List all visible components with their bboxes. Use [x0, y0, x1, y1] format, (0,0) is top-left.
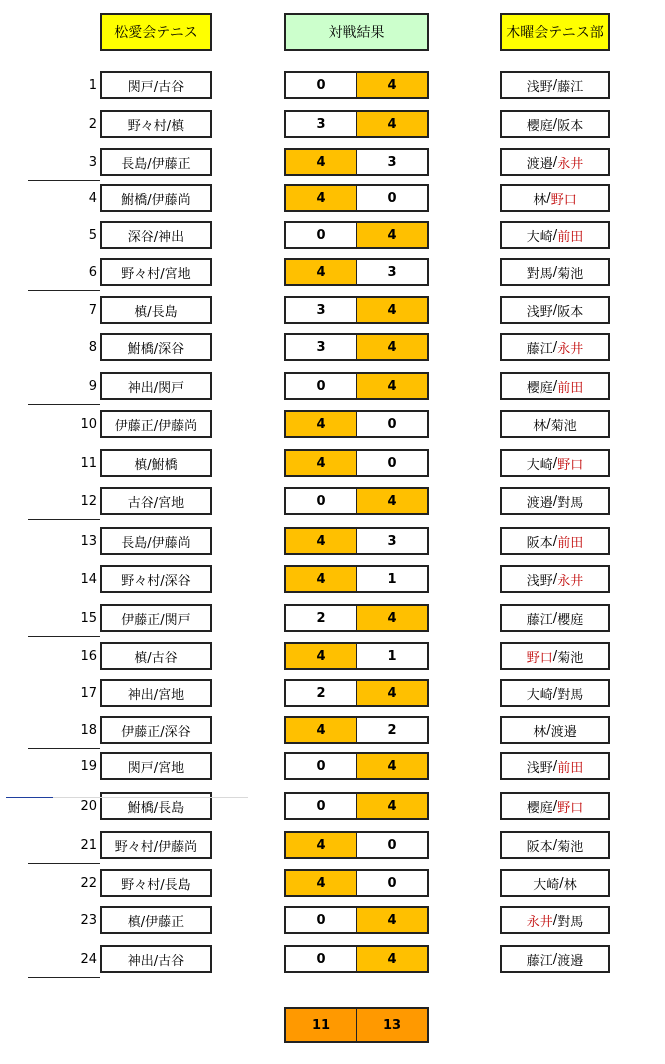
match-number: 6 — [88, 265, 97, 280]
player-name: 藤江 — [526, 612, 553, 628]
score-left: 4 — [286, 644, 357, 668]
player-name: 藤江 — [557, 79, 584, 95]
match-number: 15 — [80, 611, 97, 626]
player-name: 對馬 — [557, 495, 584, 511]
score-left: 2 — [286, 606, 357, 630]
player-name: 大崎 — [526, 457, 553, 473]
right-pair — [500, 869, 610, 897]
name-separator: / — [552, 378, 558, 394]
match-number: 9 — [88, 379, 97, 394]
right-pair — [500, 487, 610, 515]
player-name: 櫻庭 — [526, 800, 553, 816]
group-divider — [28, 404, 100, 405]
score-right: 4 — [357, 794, 427, 818]
match-number: 2 — [88, 117, 97, 132]
right-pair — [500, 527, 610, 555]
stray-blue-line — [6, 797, 53, 798]
player-name: 野口 — [550, 192, 577, 208]
name-separator: / — [552, 837, 558, 853]
left-pair: 関戸/古谷 — [100, 71, 212, 99]
match-number: 17 — [80, 686, 97, 701]
name-separator: / — [552, 154, 558, 170]
group-divider — [28, 290, 100, 291]
name-separator: / — [552, 116, 558, 132]
score-right: 4 — [357, 73, 427, 97]
score-cell — [284, 258, 429, 286]
score-left: 0 — [286, 754, 357, 778]
player-name: 阪本 — [526, 535, 553, 551]
right-pair — [500, 296, 610, 324]
player-name: 櫻庭 — [526, 380, 553, 396]
right-pair — [500, 148, 610, 176]
name-separator: / — [552, 798, 558, 814]
score-left: 3 — [286, 112, 357, 136]
name-separator: / — [552, 571, 558, 587]
score-cell — [284, 527, 429, 555]
player-name: 阪本 — [526, 839, 553, 855]
score-left: 4 — [286, 412, 357, 436]
right-pair — [500, 410, 610, 438]
score-right: 3 — [357, 529, 427, 553]
group-divider — [28, 636, 100, 637]
player-name: 林 — [533, 192, 547, 208]
right-pair — [500, 945, 610, 973]
right-pair — [500, 110, 610, 138]
left-pair: 野々村/深谷 — [100, 565, 212, 593]
stray-grey-line — [53, 797, 248, 798]
left-pair: 長島/伊藤正 — [100, 148, 212, 176]
player-name: 大崎 — [526, 229, 553, 245]
score-left: 4 — [286, 260, 357, 284]
name-separator: / — [552, 610, 558, 626]
right-pair — [500, 716, 610, 744]
match-number: 20 — [80, 799, 97, 814]
player-name: 浅野 — [526, 79, 553, 95]
name-separator: / — [552, 493, 558, 509]
right-pair — [500, 831, 610, 859]
right-pair — [500, 258, 610, 286]
score-left: 0 — [286, 223, 357, 247]
score-right: 4 — [357, 606, 427, 630]
name-separator: / — [546, 190, 551, 206]
player-name: 菊池 — [557, 650, 584, 666]
right-pair — [500, 333, 610, 361]
match-number: 21 — [80, 838, 97, 853]
name-separator: / — [552, 455, 558, 471]
left-pair: 鮒橋/伊藤尚 — [100, 184, 212, 212]
match-number: 23 — [80, 913, 97, 928]
left-pair: 伊藤正/関戸 — [100, 604, 212, 632]
score-right: 4 — [357, 681, 427, 705]
right-pair — [500, 449, 610, 477]
match-number: 24 — [80, 952, 97, 967]
group-divider — [28, 863, 100, 864]
match-number: 7 — [88, 303, 97, 318]
name-separator: / — [552, 264, 558, 280]
player-name: 浅野 — [526, 760, 553, 776]
score-right: 4 — [357, 908, 427, 932]
match-number: 11 — [80, 456, 97, 471]
score-left: 0 — [286, 73, 357, 97]
left-pair: 神出/古谷 — [100, 945, 212, 973]
score-left: 4 — [286, 529, 357, 553]
name-separator: / — [552, 302, 558, 318]
score-cell — [284, 752, 429, 780]
left-pair: 伊藤正/伊藤尚 — [100, 410, 212, 438]
player-name: 對馬 — [557, 687, 584, 703]
match-number: 10 — [80, 417, 97, 432]
score-left: 0 — [286, 794, 357, 818]
score-cell — [284, 869, 429, 897]
player-name: 菊池 — [557, 266, 584, 282]
score-right: 1 — [357, 644, 427, 668]
score-cell — [284, 449, 429, 477]
score-left: 4 — [286, 871, 357, 895]
score-cell — [284, 565, 429, 593]
player-name: 阪本 — [557, 118, 584, 134]
right-pair — [500, 792, 610, 820]
player-name: 前田 — [557, 380, 584, 396]
match-number: 5 — [88, 228, 97, 243]
score-left: 4 — [286, 718, 357, 742]
left-pair: 神出/関戸 — [100, 372, 212, 400]
score-right: 0 — [357, 412, 427, 436]
score-cell — [284, 716, 429, 744]
score-cell — [284, 184, 429, 212]
name-separator: / — [552, 912, 558, 928]
match-number: 12 — [80, 494, 97, 509]
score-right: 3 — [357, 260, 427, 284]
player-name: 對馬 — [557, 914, 584, 930]
player-name: 永井 — [557, 156, 584, 172]
team-right-header: 木曜会テニス部 — [500, 13, 610, 51]
right-pair — [500, 71, 610, 99]
left-pair: 野々村/伊藤尚 — [100, 831, 212, 859]
score-right: 4 — [357, 489, 427, 513]
left-pair: 長島/伊藤尚 — [100, 527, 212, 555]
score-left: 3 — [286, 298, 357, 322]
score-cell — [284, 148, 429, 176]
score-right: 2 — [357, 718, 427, 742]
score-right: 4 — [357, 947, 427, 971]
player-name: 野口 — [557, 457, 584, 473]
score-cell — [284, 221, 429, 249]
match-number: 19 — [80, 759, 97, 774]
left-pair: 野々村/宮地 — [100, 258, 212, 286]
score-right: 4 — [357, 298, 427, 322]
score-left: 4 — [286, 833, 357, 857]
player-name: 永井 — [526, 914, 553, 930]
score-cell — [284, 487, 429, 515]
right-pair — [500, 184, 610, 212]
score-right: 4 — [357, 112, 427, 136]
player-name: 阪本 — [557, 304, 584, 320]
left-pair: 神出/宮地 — [100, 679, 212, 707]
player-name: 野口 — [557, 800, 584, 816]
score-right: 0 — [357, 833, 427, 857]
score-cell — [284, 372, 429, 400]
group-divider — [28, 748, 100, 749]
group-divider — [28, 180, 100, 181]
right-pair — [500, 642, 610, 670]
player-name: 對馬 — [526, 266, 553, 282]
total-right: 13 — [382, 1017, 402, 1033]
name-separator: / — [552, 77, 558, 93]
right-pair — [500, 906, 610, 934]
match-number: 3 — [88, 155, 97, 170]
left-pair: 深谷/神出 — [100, 221, 212, 249]
player-name: 永井 — [557, 341, 584, 357]
score-right: 0 — [357, 871, 427, 895]
group-divider — [28, 977, 100, 978]
name-separator: / — [546, 416, 551, 432]
player-name: 渡邉 — [550, 724, 577, 740]
score-right: 4 — [357, 754, 427, 778]
match-number: 13 — [80, 534, 97, 549]
match-number: 16 — [80, 649, 97, 664]
player-name: 渡邉 — [526, 156, 553, 172]
right-pair — [500, 604, 610, 632]
left-pair: 鮒橋/長島 — [100, 792, 212, 820]
score-cell — [284, 333, 429, 361]
left-pair: 槙/長島 — [100, 296, 212, 324]
score-cell — [284, 906, 429, 934]
score-left: 0 — [286, 947, 357, 971]
name-separator: / — [552, 339, 558, 355]
player-name: 渡邉 — [557, 953, 584, 969]
right-pair — [500, 372, 610, 400]
team-left-header: 松愛会テニス — [100, 13, 212, 51]
player-name: 菊池 — [550, 418, 577, 434]
score-cell — [284, 831, 429, 859]
score-left: 0 — [286, 908, 357, 932]
match-number: 18 — [80, 723, 97, 738]
score-cell — [284, 71, 429, 99]
score-cell — [284, 679, 429, 707]
left-pair: 古谷/宮地 — [100, 487, 212, 515]
score-cell — [284, 110, 429, 138]
left-pair: 槙/伊藤正 — [100, 906, 212, 934]
player-name: 林 — [563, 877, 577, 893]
left-pair: 伊藤正/深谷 — [100, 716, 212, 744]
score-cell — [284, 410, 429, 438]
player-name: 前田 — [557, 760, 584, 776]
left-pair: 槙/鮒橋 — [100, 449, 212, 477]
score-left: 0 — [286, 374, 357, 398]
player-name: 大崎 — [526, 687, 553, 703]
player-name: 大崎 — [533, 877, 560, 893]
player-name: 永井 — [557, 573, 584, 589]
score-right: 4 — [357, 335, 427, 359]
match-number: 14 — [80, 572, 97, 587]
left-pair: 鮒橋/深谷 — [100, 333, 212, 361]
score-cell — [284, 642, 429, 670]
player-name: 藤江 — [526, 341, 553, 357]
player-name: 浅野 — [526, 573, 553, 589]
result-header: 対戦結果 — [284, 13, 429, 51]
score-left: 4 — [286, 186, 357, 210]
match-number: 1 — [88, 78, 97, 93]
player-name: 櫻庭 — [557, 612, 584, 628]
player-name: 前田 — [557, 229, 584, 245]
total-score — [284, 1007, 429, 1043]
score-left: 2 — [286, 681, 357, 705]
score-cell — [284, 296, 429, 324]
player-name: 浅野 — [526, 304, 553, 320]
score-cell — [284, 604, 429, 632]
total-left: 11 — [286, 1009, 357, 1041]
left-pair: 槙/古谷 — [100, 642, 212, 670]
player-name: 林 — [533, 724, 547, 740]
score-left: 0 — [286, 489, 357, 513]
name-separator: / — [552, 685, 558, 701]
left-pair: 野々村/槙 — [100, 110, 212, 138]
right-pair — [500, 565, 610, 593]
name-separator: / — [559, 875, 564, 891]
score-cell — [284, 792, 429, 820]
score-cell — [284, 945, 429, 973]
name-separator: / — [552, 951, 558, 967]
player-name: 櫻庭 — [526, 118, 553, 134]
name-separator: / — [546, 722, 551, 738]
score-left: 4 — [286, 567, 357, 591]
player-name: 藤江 — [526, 953, 553, 969]
score-left: 3 — [286, 335, 357, 359]
score-right: 3 — [357, 150, 427, 174]
score-right: 1 — [357, 567, 427, 591]
name-separator: / — [552, 648, 558, 664]
player-name: 前田 — [557, 535, 584, 551]
score-right: 0 — [357, 186, 427, 210]
left-pair: 関戸/宮地 — [100, 752, 212, 780]
score-left: 4 — [286, 150, 357, 174]
player-name: 渡邉 — [526, 495, 553, 511]
match-number: 22 — [80, 876, 97, 891]
score-right: 4 — [357, 223, 427, 247]
name-separator: / — [552, 227, 558, 243]
player-name: 菊池 — [557, 839, 584, 855]
name-separator: / — [552, 533, 558, 549]
match-number: 8 — [88, 340, 97, 355]
right-pair — [500, 221, 610, 249]
match-number: 4 — [88, 191, 97, 206]
right-pair — [500, 679, 610, 707]
group-divider — [28, 519, 100, 520]
score-right: 4 — [357, 374, 427, 398]
player-name: 林 — [533, 418, 547, 434]
name-separator: / — [552, 758, 558, 774]
left-pair: 野々村/長島 — [100, 869, 212, 897]
player-name: 野口 — [526, 650, 553, 666]
score-right: 0 — [357, 451, 427, 475]
right-pair — [500, 752, 610, 780]
score-left: 4 — [286, 451, 357, 475]
